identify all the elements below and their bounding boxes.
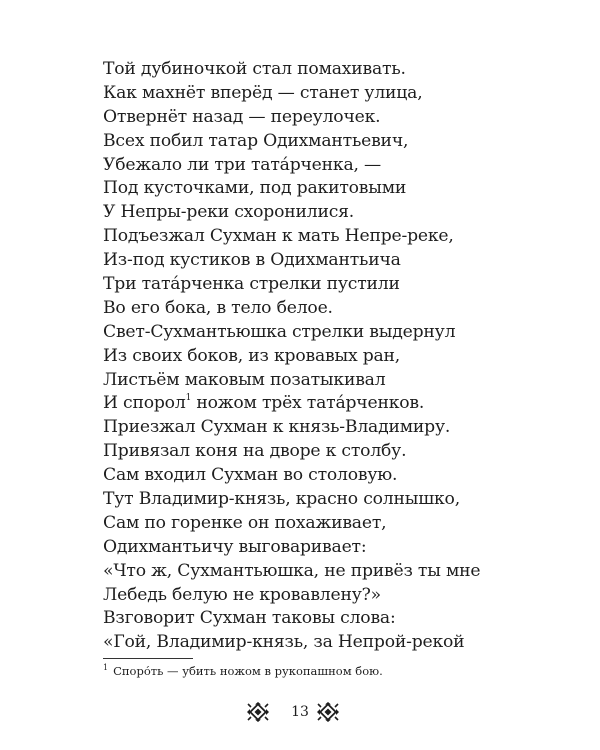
poem-line: Тут Владимир-князь, красно солнышко, [103, 489, 460, 510]
footnote-number: 1 [103, 663, 109, 672]
page-number: 13 [291, 704, 309, 720]
poem-line: «Гой, Владимир-князь, за Непрой-рекой [103, 632, 465, 653]
poem-line: Отвернёт назад — переулочек. [103, 106, 381, 127]
poem-line: Из своих боков, из кровавых ран, [103, 345, 401, 366]
footnote-marker[interactable]: 1 [185, 392, 192, 403]
page-footer [0, 701, 600, 723]
poem-line: Сам по горенке он похаживает, [103, 512, 387, 533]
poem-line: Взговорит Сухман таковы слова: [103, 608, 396, 629]
poem-line: Приезжал Сухман к князь-Владимиру. [103, 417, 451, 438]
poem-line-with-note [103, 392, 480, 416]
footnote-text: Споро́ть — убить ножом в рукопашном бою. [113, 664, 383, 678]
poem-line: Под кусточками, под ракитовыми [103, 178, 407, 199]
poem-line: Подъезжал Сухман к мать Непре-реке, [103, 226, 454, 247]
poem-line: Свет-Сухмантьюшка стрелки выдернул [103, 321, 456, 342]
ornament-icon [245, 701, 271, 723]
poem-text [103, 58, 480, 655]
poem-line: Из-под кустиков в Одихмантьича [103, 250, 401, 271]
poem-line: Убежало ли три тата́рченка, — [103, 154, 382, 175]
poem-line: Три тата́рченка стрелки пустили [103, 274, 400, 295]
poem-line: Привязал коня на дворе к столбу. [103, 441, 407, 462]
footnote [103, 663, 383, 681]
ornament-icon [315, 701, 341, 723]
poem-line-end: ножом трёх тата́рченков. [191, 393, 425, 414]
footnote-divider [103, 658, 193, 659]
poem-line: Как махнёт вперёд — станет улица, [103, 82, 423, 103]
poem-line: Листьём маковым позатыкивал [103, 369, 386, 390]
poem-line: Лебедь белую не кровавлену?» [103, 584, 381, 605]
poem-line: Всех побил татар Одихмантьевич, [103, 130, 409, 151]
poem-line: Во его бока, в тело белое. [103, 297, 333, 318]
poem-line: «Что ж, Сухмантьюшка, не привёз ты мне [103, 560, 481, 581]
poem-line: У Непры-реки схоронилися. [103, 202, 355, 223]
poem-line: Сам входил Сухман во столовую. [103, 465, 398, 486]
poem-line-start: И спорол [103, 393, 186, 414]
poem-line: Той дубиночкой стал помахивать. [103, 59, 406, 79]
poem-line: Одихмантьичу выговаривает: [103, 536, 367, 557]
